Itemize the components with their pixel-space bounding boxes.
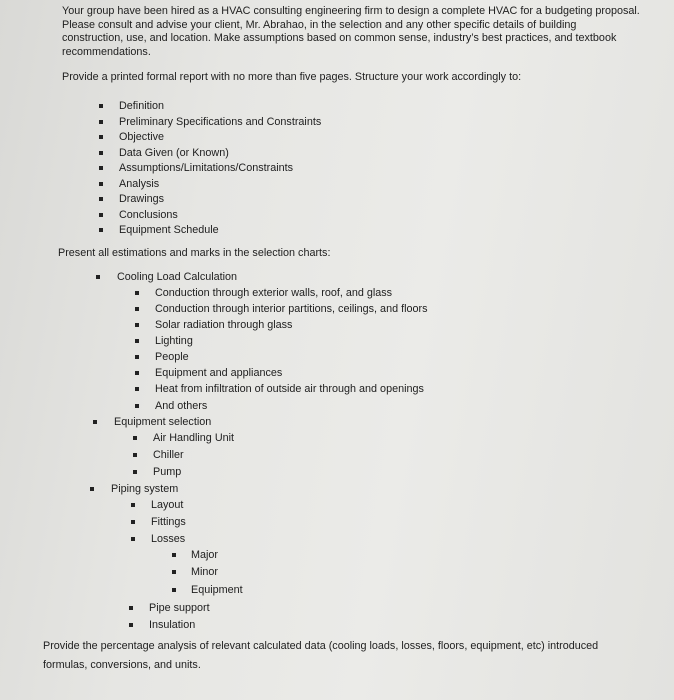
bullet-marker	[99, 213, 103, 217]
bullet-marker	[93, 420, 97, 424]
bullet-marker	[172, 588, 176, 592]
bullet-marker	[90, 487, 94, 491]
losses-item: Minor	[191, 566, 218, 578]
piping-item: Layout	[151, 499, 184, 511]
bullet-marker	[99, 228, 103, 232]
closing-line: formulas, conversions, and units.	[43, 659, 201, 671]
bullet-marker	[129, 623, 133, 627]
bullet-marker	[133, 436, 137, 440]
structure-item: Preliminary Specifications and Constraints	[119, 116, 322, 128]
cooling-item: People	[155, 351, 189, 363]
bullet-marker	[172, 570, 176, 574]
losses-item: Major	[191, 549, 218, 561]
bullet-marker	[99, 166, 103, 170]
bullet-marker	[135, 323, 139, 327]
equipment-item: Air Handling Unit	[153, 432, 235, 444]
bullet-marker	[135, 371, 139, 375]
cooling-item: Solar radiation through glass	[155, 319, 293, 331]
bullet-marker	[131, 520, 135, 524]
losses-item: Equipment	[191, 584, 243, 596]
bullet-marker	[131, 503, 135, 507]
closing-paragraph	[43, 637, 663, 675]
bullet-marker	[129, 606, 133, 610]
bullet-marker	[99, 104, 103, 108]
cooling-item: Lighting	[155, 335, 193, 347]
structure-item: Objective	[119, 131, 165, 143]
intro-line: Please consult and advise your client, Mr. Abrahao, in the selection and any other specific details of building	[62, 18, 577, 31]
intro-line: recommendations.	[62, 45, 151, 58]
equipment-item: Pump	[153, 466, 182, 478]
cooling-item: Conduction through exterior walls, roof, and glass	[155, 287, 393, 299]
bullet-marker	[133, 453, 137, 457]
cooling-item: And others	[155, 400, 208, 412]
bullet-marker	[99, 135, 103, 139]
bullet-marker	[99, 182, 103, 186]
bullet-marker	[172, 553, 176, 557]
piping-item: Pipe support	[149, 602, 210, 614]
bullet-marker	[133, 470, 137, 474]
cooling-item: Conduction through interior partitions, ceilings, and floors	[155, 303, 428, 315]
charts-instruction: Present all estimations and marks in the selection charts:	[58, 247, 331, 259]
intro-line: construction, use, and location. Make assumptions based on common sense, industry’s best practices, and textbook	[62, 32, 617, 45]
structure-item: Definition	[119, 100, 165, 112]
structure-item: Data Given (or Known)	[119, 147, 229, 159]
report-instruction: Provide a printed formal report with no more than five pages. Structure your work accordingly to:	[62, 71, 522, 83]
equipment-selection-heading: Equipment selection	[114, 416, 212, 428]
bullet-marker	[99, 120, 103, 124]
intro-paragraph	[62, 5, 662, 59]
equipment-item: Chiller	[153, 449, 184, 461]
cooling-load-heading: Cooling Load Calculation	[117, 271, 238, 283]
bullet-marker	[135, 339, 139, 343]
cooling-item: Heat from infiltration of outside air through and openings	[155, 383, 424, 395]
cooling-item: Equipment and appliances	[155, 367, 283, 379]
bullet-marker	[96, 275, 100, 279]
bullet-marker	[135, 355, 139, 359]
closing-line: Provide the percentage analysis of relevant calculated data (cooling loads, losses, floors, equipment, etc) introduced	[43, 640, 599, 652]
structure-item: Equipment Schedule	[119, 224, 219, 236]
bullet-marker	[135, 404, 139, 408]
piping-item: Insulation	[149, 619, 196, 631]
structure-item: Conclusions	[119, 209, 178, 221]
structure-item: Analysis	[119, 178, 160, 190]
bullet-marker	[99, 151, 103, 155]
bullet-marker	[99, 197, 103, 201]
bullet-marker	[135, 307, 139, 311]
piping-item: Fittings	[151, 516, 186, 528]
intro-line: Your group have been hired as a HVAC consulting engineering firm to design a complete HVAC for a budgeting proposal.	[62, 5, 640, 17]
bullet-marker	[135, 291, 139, 295]
structure-item: Assumptions/Limitations/Constraints	[119, 162, 294, 174]
piping-system-heading: Piping system	[111, 483, 179, 495]
piping-item: Losses	[151, 533, 186, 545]
structure-item: Drawings	[119, 193, 165, 205]
bullet-marker	[131, 537, 135, 541]
bullet-marker	[135, 387, 139, 391]
